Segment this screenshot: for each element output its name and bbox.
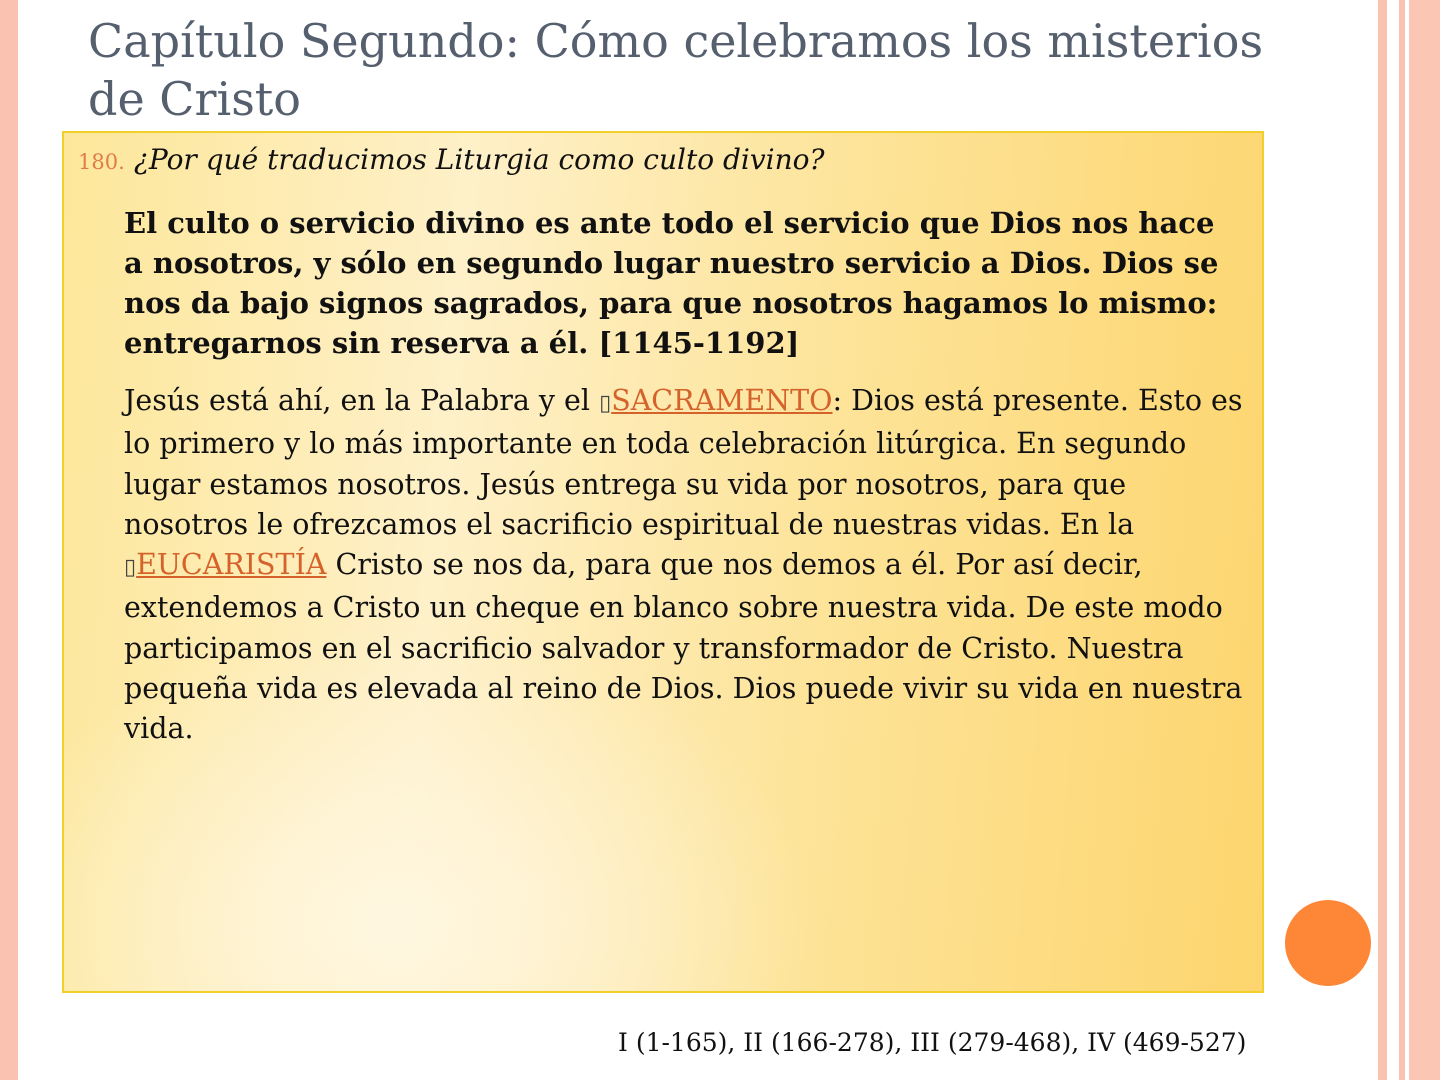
right-decorative-stripes (1378, 0, 1440, 1080)
stripe-gap (1387, 0, 1399, 1080)
decorative-circle-icon (1285, 900, 1371, 986)
missing-glyph-icon: ▯ (599, 391, 612, 416)
body-text-part: Jesús está ahí, en la Palabra y el (124, 384, 600, 417)
content-box (62, 131, 1264, 993)
sacramento-link[interactable]: SACRAMENTO (611, 384, 833, 417)
question-text: ¿Por qué traducimos Liturgia como culto divino? (133, 143, 825, 176)
missing-glyph-icon: ▯ (124, 555, 137, 581)
stripe (1378, 0, 1387, 1080)
body-text-part: Cristo se nos da, para que nos demos a él. Por así decir, extendemos a Cristo un cheque en blanco sobre nuestra vida. De este modo participamos en el sacrificio salvador y transformador de Cristo. Nuestra pequeña vida es elevada al reino de Dios. Dios puede vivir su vida en nuestra vida. (124, 548, 1243, 746)
answer-summary: El culto o servicio divino es ante todo el servicio que Dios nos hace a nosotros, y sólo en segundo lugar nuestro servicio a Dios. Dios se nos da bajo signos sagrados, para que nosotros hagamos lo mismo: entregarnos sin reserva a él. [1145-1192] (124, 206, 1219, 360)
question (78, 143, 825, 176)
eucaristia-link[interactable]: EUCARISTÍA (136, 548, 327, 582)
body-text-part: : Dios está presente. Esto es lo primero y lo más importante en toda celebración litúrgica. En segundo lugar estamos nosotros. Jesús entrega su vida por nosotros, para que nosotros le ofrezcamos el sacrificio espiritual de nuestras vidas. En la (124, 384, 1243, 541)
answer-body (124, 381, 1254, 750)
footer-sections: I (1-165), II (166-278), III (279-468), IV (469-527) (618, 1028, 1247, 1057)
left-decorative-stripe (0, 0, 18, 1080)
slide-title: Capítulo Segundo: Cómo celebramos los misterios de Cristo (88, 14, 1264, 126)
question-number: 180. (78, 150, 125, 174)
stripe (1409, 0, 1440, 1080)
